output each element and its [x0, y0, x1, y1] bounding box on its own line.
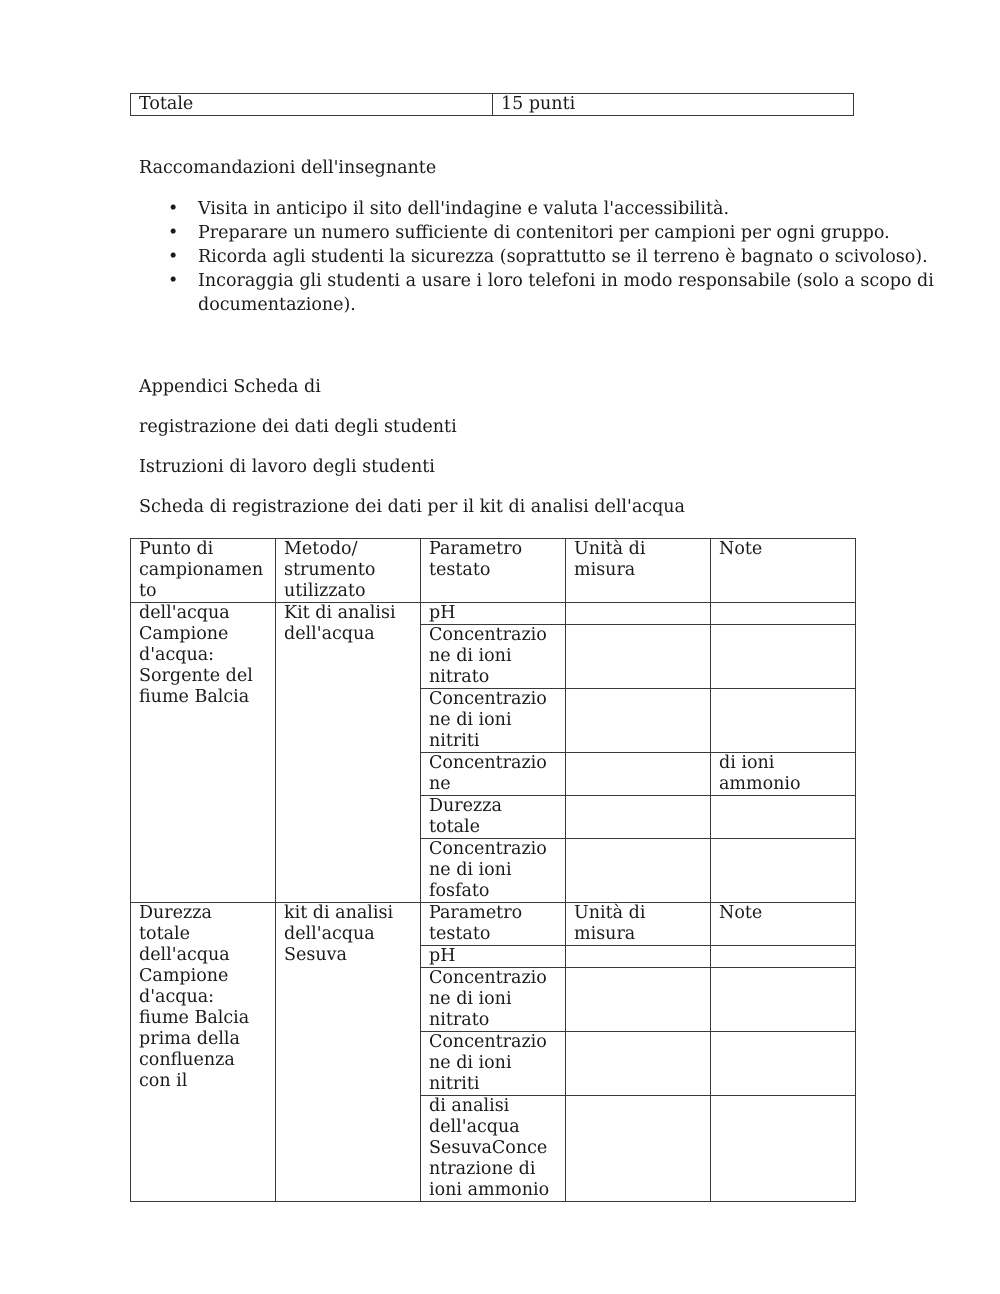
parameter-cell: Parametro testato	[421, 903, 566, 946]
bullet-icon: •	[168, 247, 179, 267]
note-cell	[711, 603, 856, 625]
parameter-cell: di analisi dell'acqua SesuvaConcentrazione di ioni ammonio	[421, 1096, 566, 1202]
note-cell	[711, 946, 856, 968]
unit-cell	[566, 968, 711, 1032]
note-cell	[711, 968, 856, 1032]
header-cell: Note	[711, 539, 856, 603]
list-item-text: Preparare un numero sufficiente di contenitori per campioni per ogni gruppo.	[198, 223, 890, 243]
bullet-icon: •	[168, 199, 179, 219]
list-item	[139, 221, 969, 245]
unit-cell	[566, 1032, 711, 1096]
parameter-cell: Concentrazione di ioni nitrato	[421, 625, 566, 689]
total-label: Totale	[131, 94, 493, 116]
unit-cell	[566, 625, 711, 689]
appendix-line-3: Istruzioni di lavoro degli studenti	[139, 457, 435, 477]
list-item-text: Ricorda agli studenti la sicurezza (soprattutto se il terreno è bagnato o scivoloso).	[198, 247, 928, 267]
parameter-cell: Concentrazione di ioni fosfato	[421, 839, 566, 903]
table-header-row	[131, 539, 856, 603]
note-cell: Note	[711, 903, 856, 946]
parameter-cell: Concentrazione	[421, 753, 566, 796]
header-cell: Punto di campionamento	[131, 539, 276, 603]
recommendations-heading: Raccomandazioni dell'insegnante	[139, 158, 437, 178]
unit-cell	[566, 1096, 711, 1202]
data-record-table	[130, 538, 856, 1202]
list-item	[139, 269, 969, 317]
header-cell: Parametro testato	[421, 539, 566, 603]
appendix-line-1: Appendici Scheda di	[139, 377, 321, 397]
list-item-text: Visita in anticipo il sito dell'indagine e valuta l'accessibilità.	[198, 199, 730, 219]
score-table	[130, 93, 854, 116]
unit-cell	[566, 753, 711, 796]
method-cell: Kit di analisi dell'acqua	[276, 603, 421, 903]
list-item-text: Incoraggia gli studenti a usare i loro telefoni in modo responsabile (solo a scopo di documentazione).	[198, 271, 934, 315]
note-cell	[711, 689, 856, 753]
note-cell	[711, 625, 856, 689]
unit-cell	[566, 839, 711, 903]
parameter-cell: pH	[421, 603, 566, 625]
bullet-icon: •	[168, 223, 179, 243]
note-cell	[711, 1032, 856, 1096]
note-cell	[711, 796, 856, 839]
table-row	[131, 603, 856, 625]
parameter-cell: Concentrazione di ioni nitriti	[421, 689, 566, 753]
total-value: 15 punti	[493, 94, 854, 116]
list-item	[139, 197, 969, 221]
unit-cell	[566, 689, 711, 753]
table-row	[131, 94, 854, 116]
unit-cell	[566, 603, 711, 625]
recommendations-list	[139, 197, 969, 317]
header-cell: Metodo/ strumento utilizzato	[276, 539, 421, 603]
sampling-point-cell: dell'acqua Campione d'acqua: Sorgente del fiume Balcia	[131, 603, 276, 903]
parameter-cell: Durezza totale	[421, 796, 566, 839]
unit-cell	[566, 946, 711, 968]
method-cell: kit di analisi dell'acqua Sesuva	[276, 903, 421, 1202]
appendix-line-4: Scheda di registrazione dei dati per il kit di analisi dell'acqua	[139, 497, 685, 517]
note-cell: di ioni ammonio	[711, 753, 856, 796]
unit-cell: Unità di misura	[566, 903, 711, 946]
unit-cell	[566, 796, 711, 839]
note-cell	[711, 839, 856, 903]
header-cell: Unità di misura	[566, 539, 711, 603]
bullet-icon: •	[168, 271, 179, 291]
parameter-cell: Concentrazione di ioni nitriti	[421, 1032, 566, 1096]
parameter-cell: pH	[421, 946, 566, 968]
appendix-line-2: registrazione dei dati degli studenti	[139, 417, 457, 437]
sampling-point-cell: Durezza totale dell'acqua Campione d'acqua: fiume Balcia prima della confluenza con il	[131, 903, 276, 1202]
table-row	[131, 903, 856, 946]
parameter-cell: Concentrazione di ioni nitrato	[421, 968, 566, 1032]
list-item	[139, 245, 969, 269]
note-cell	[711, 1096, 856, 1202]
